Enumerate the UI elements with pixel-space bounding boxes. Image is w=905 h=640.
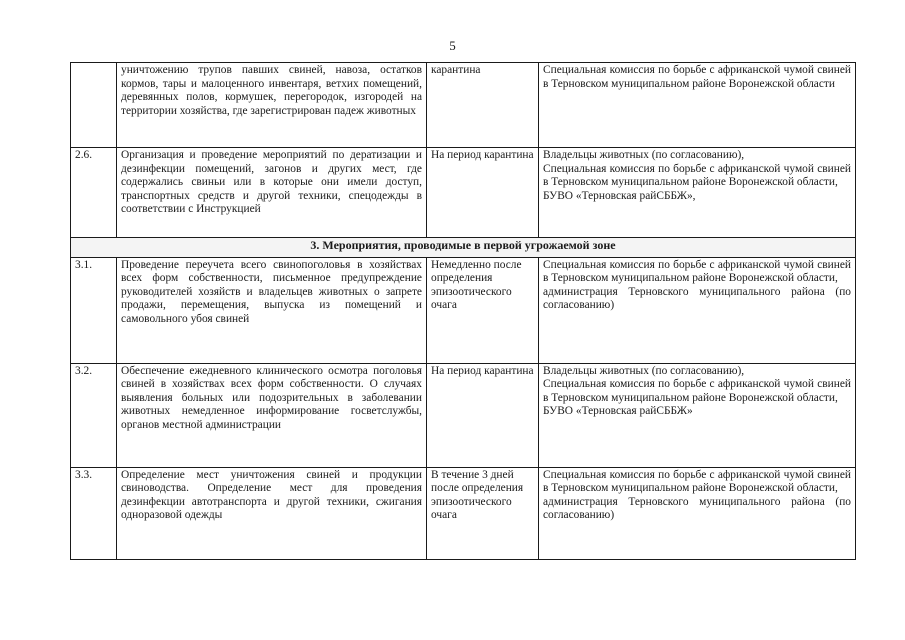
table-row (71, 148, 856, 238)
term-cell: На период карантина (427, 363, 539, 467)
responsible-cell (539, 148, 856, 238)
action-cell: уничтожению трупов павших свиней, навоза, остатков кормов, тары и малоценного инвентаря, ветхих помещений, деревянных полов, кормушек, перегородок, изгородей на территории хозяйства, где зарегистрирован падеж животных (117, 63, 427, 148)
term-cell: Немедленно после определения эпизоотического очага (427, 257, 539, 363)
responsible-line: Специальная комиссия по борьбе с африканской чумой свиней в Терновском муниципальном районе Воронежской области, (543, 468, 851, 495)
responsible-line: Владельцы животных (по согласованию), (543, 149, 745, 161)
responsible-line: администрация Терновского муниципального района (по согласованию) (543, 495, 851, 522)
responsible-line: Специальная комиссия по борьбе с африканской чумой свиней в Терновском муниципальном районе Воронежской области (543, 64, 851, 90)
responsible-cell (539, 63, 856, 148)
measures-table (70, 62, 856, 560)
row-number: 3.1. (71, 257, 117, 363)
term-cell: карантина (427, 63, 539, 148)
row-number (71, 63, 117, 148)
table-row (71, 363, 856, 467)
responsible-line: БУВО «Терновская райСББЖ», (543, 189, 696, 202)
responsible-line: Специальная комиссия по борьбе с африканской чумой свиней в Терновском муниципальном районе Воронежской области, (543, 258, 851, 285)
action-cell: Обеспечение ежедневного клинического осмотра поголовья свиней в хозяйствах всех форм собственности. О случаях выявления больных или подозрительных в заболевании животных немедленное информирование госветслужбы, органов местной администрации (117, 363, 427, 467)
responsible-cell (539, 467, 856, 559)
row-number: 3.2. (71, 363, 117, 467)
action-cell: Проведение переучета всего свинопоголовья в хозяйствах всех форм собственности, письменное предупреждение руководителей хозяйств и владельцев животных о запрете продажи, перемещения, выпуска из помещений и самовольного убоя свиней (117, 257, 427, 363)
table-row (71, 257, 856, 363)
responsible-cell (539, 363, 856, 467)
term-cell: На период карантина (427, 148, 539, 238)
table-row (71, 63, 856, 148)
table-row (71, 467, 856, 559)
section-header-row (71, 238, 856, 258)
action-cell: Определение мест уничтожения свиней и продукции свиноводства. Определение мест для проведения дезинфекции автотранспорта и другой техники, сжигания одноразовой одежды (117, 467, 427, 559)
responsible-line: БУВО «Терновская райСББЖ» (543, 405, 693, 418)
section-title: 3. Мероприятия, проводимые в первой угрожаемой зоне (71, 238, 856, 258)
responsible-line: Специальная комиссия по борьбе с африканской чумой свиней в Терновском муниципальном районе Воронежской области, (543, 378, 851, 404)
term-cell: В течение 3 дней после определения эпизоотического очага (427, 467, 539, 559)
responsible-line: Специальная комиссия по борьбе с африканской чумой свиней в Терновском муниципальном районе Воронежской области, (543, 162, 851, 189)
responsible-line: Владельцы животных (по согласованию), (543, 364, 745, 377)
page-number: 5 (449, 38, 456, 53)
row-number: 3.3. (71, 467, 117, 559)
row-number: 2.6. (71, 148, 117, 238)
action-cell: Организация и проведение мероприятий по дератизации и дезинфекции помещений, загонов и других мест, где содержались свиньи или в которые они имели доступ, транспортных средств и другой техники, спецодежды в соответствии с Инструкцией (117, 148, 427, 238)
responsible-line: администрация Терновского муниципального района (по согласованию) (543, 285, 851, 312)
responsible-cell (539, 257, 856, 363)
